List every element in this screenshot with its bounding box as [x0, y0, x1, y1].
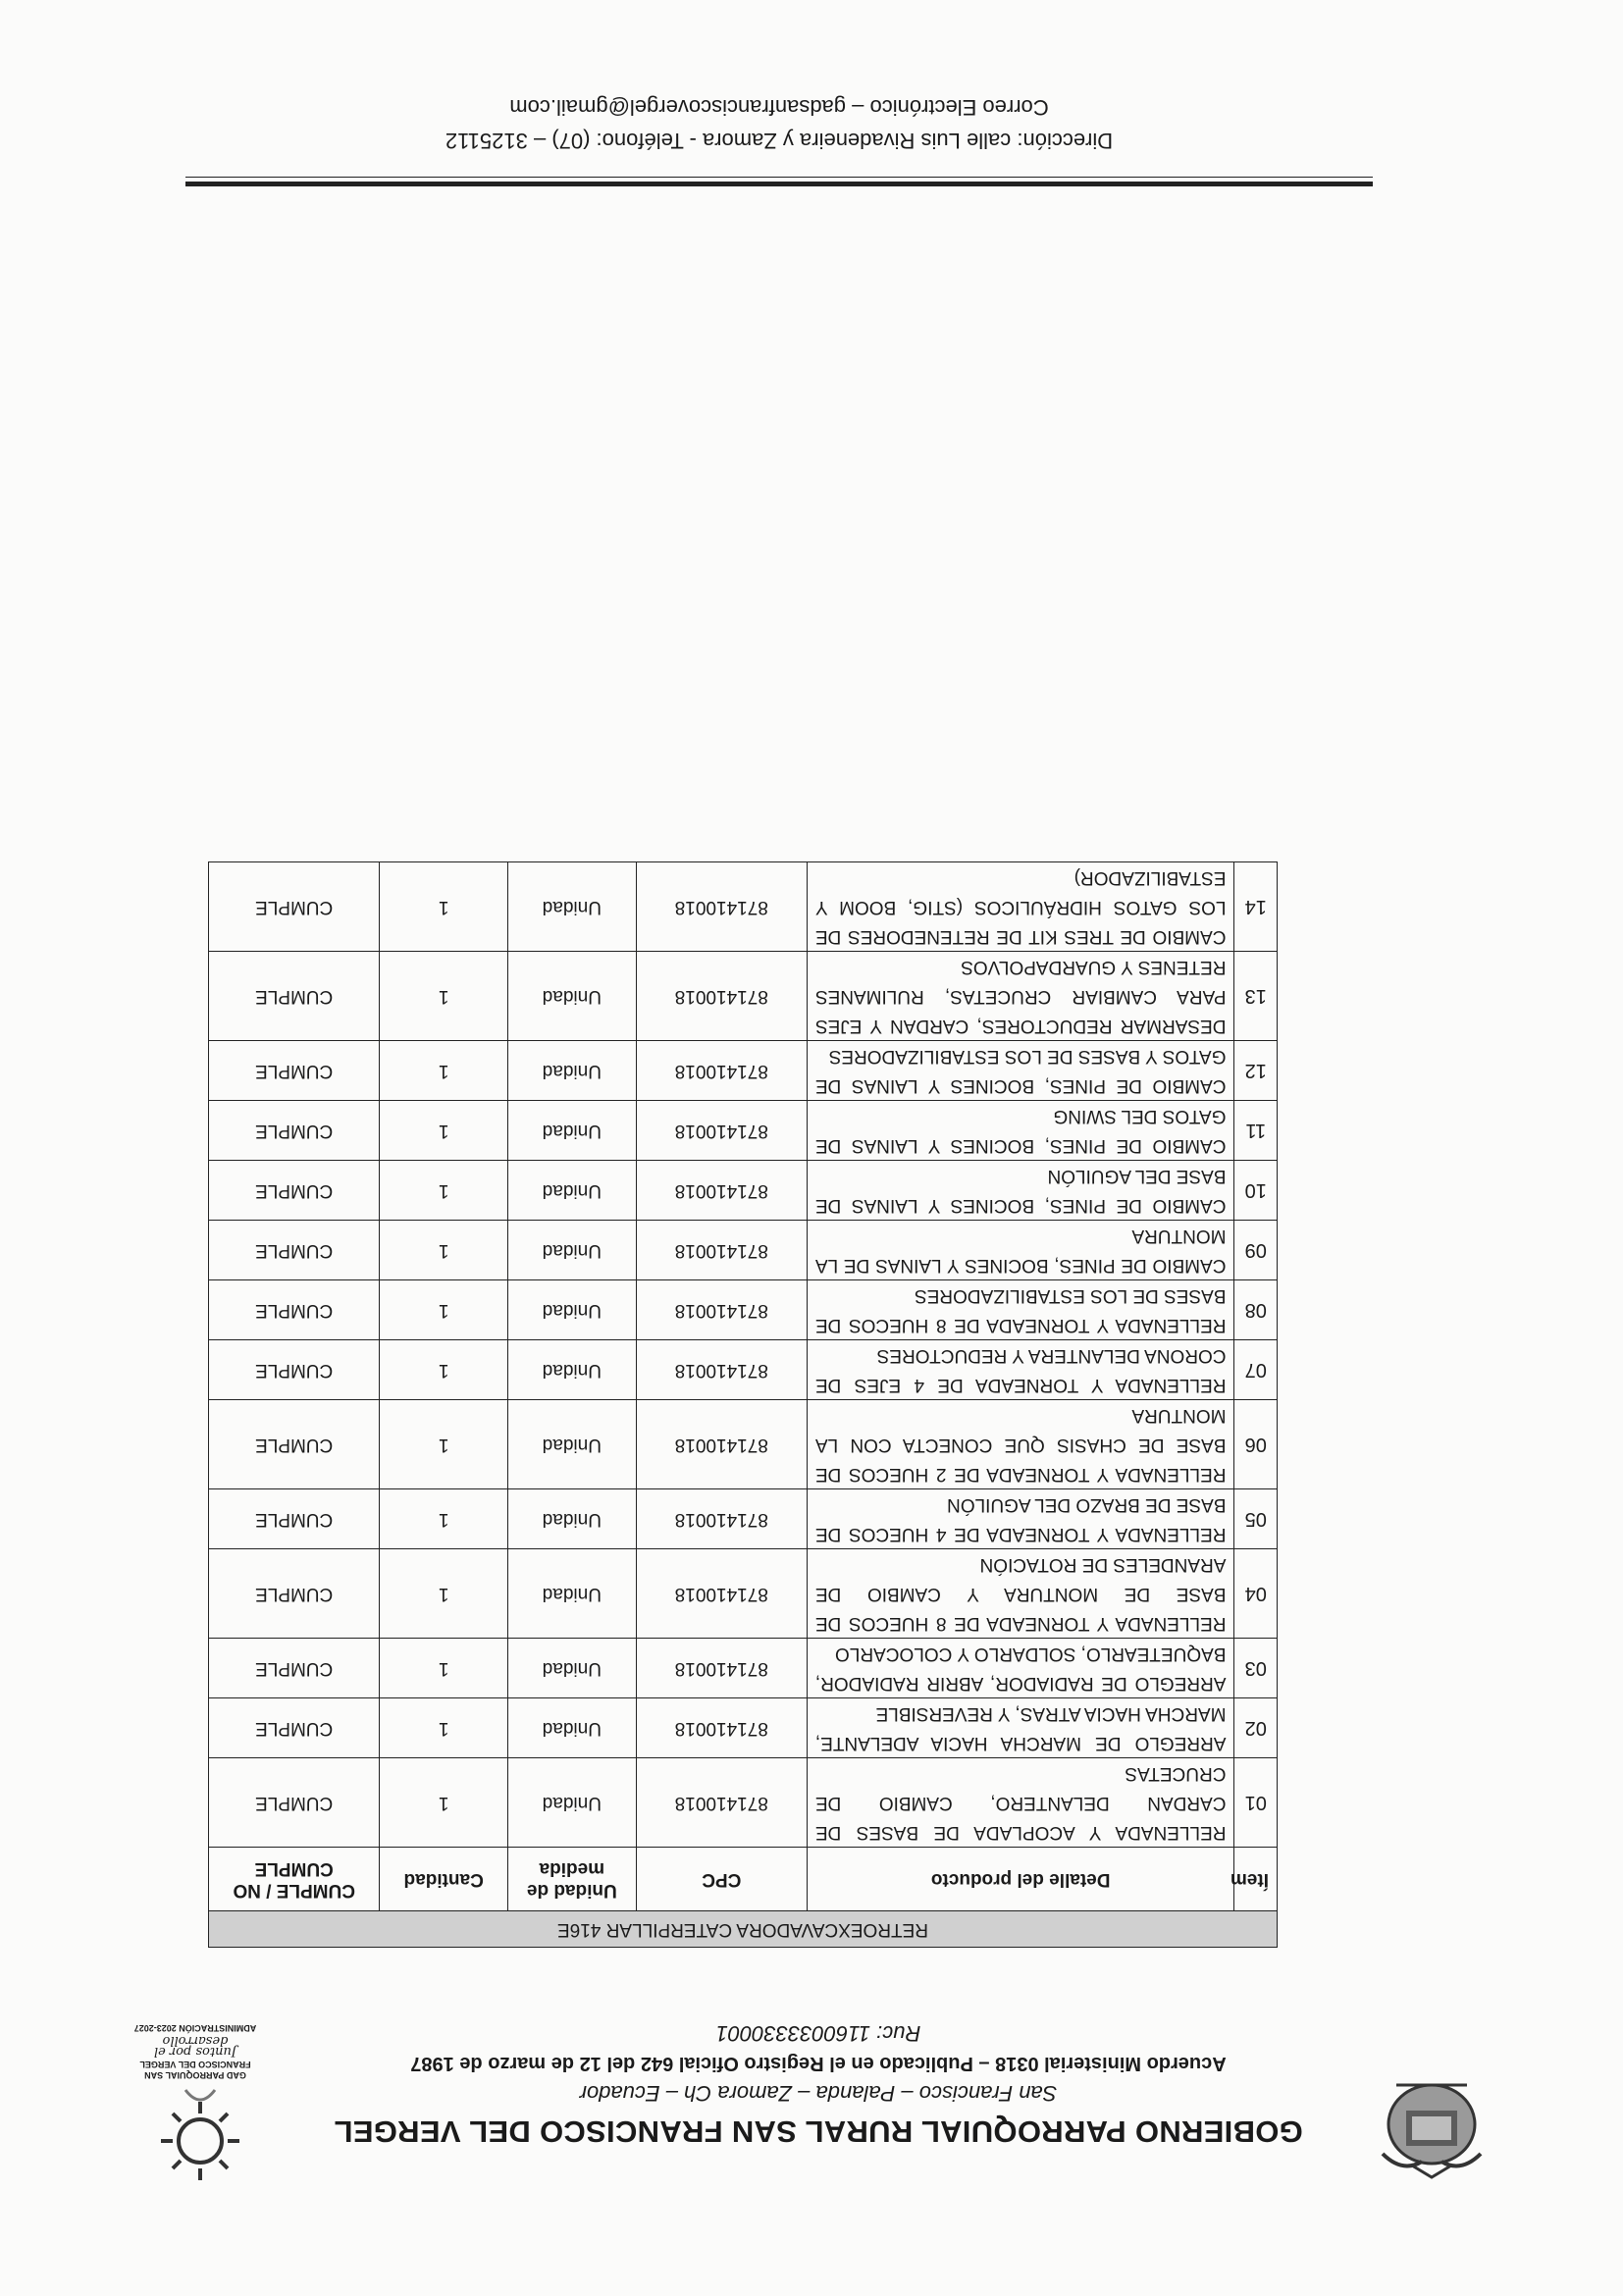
row-quantity: 1 [380, 1549, 508, 1639]
row-detail: CAMBIO DE PINES, BOCINES Y LAINAS DE GATOS DEL SWING [807, 1101, 1234, 1161]
row-item-number: 12 [1234, 1041, 1278, 1101]
row-status: CUMPLE [209, 1161, 380, 1221]
services-table [208, 861, 1278, 1948]
row-unit: Unidad [508, 1489, 637, 1549]
footer-rule-thin [185, 177, 1373, 178]
row-cpc-code: 871410018 [636, 1549, 807, 1639]
row-unit: Unidad [508, 1221, 637, 1280]
table-title-row [209, 1911, 1278, 1948]
row-quantity: 1 [380, 952, 508, 1041]
row-quantity: 1 [380, 1161, 508, 1221]
row-cpc-code: 871410018 [636, 1758, 807, 1848]
row-cpc-code: 871410018 [636, 1698, 807, 1758]
table-row [209, 1639, 1278, 1698]
row-status: CUMPLE [209, 1698, 380, 1758]
row-quantity: 1 [380, 1041, 508, 1101]
row-cpc-code: 871410018 [636, 1221, 807, 1280]
row-quantity: 1 [380, 1489, 508, 1549]
row-quantity: 1 [380, 1758, 508, 1848]
header-cpc: CPC [636, 1848, 807, 1911]
row-cpc-code: 871410018 [636, 1340, 807, 1400]
row-item-number: 03 [1234, 1639, 1278, 1698]
administration-stamp [122, 2022, 269, 2080]
row-quantity: 1 [380, 1101, 508, 1161]
row-detail: CAMBIO DE PINES, BOCINES Y LAINAS DE GATOS Y BASES DE LOS ESTABILIZADORES [807, 1041, 1234, 1101]
row-item-number: 13 [1234, 952, 1278, 1041]
row-status: CUMPLE [209, 1400, 380, 1489]
gad-emblem-logo [146, 2080, 254, 2188]
header-quantity: Cantidad [380, 1848, 508, 1911]
row-detail: CAMBIO DE PINES, BOCINES Y LAINAS DE BASE DEL AGUILÓN [807, 1161, 1234, 1221]
row-unit: Unidad [508, 952, 637, 1041]
table-row [209, 1161, 1278, 1221]
row-detail: ARREGLO DE RADIADOR, ABRIR RADIADOR, BAQUETEARLO, SOLDARLO Y COLOCARLO [807, 1639, 1234, 1698]
header-item: Ítem [1234, 1848, 1278, 1911]
row-item-number: 04 [1234, 1549, 1278, 1639]
table-row [209, 1340, 1278, 1400]
table-row [209, 1758, 1278, 1848]
row-unit: Unidad [508, 1101, 637, 1161]
row-detail: RELLENADA Y TORNEADA DE 2 HUECOS DE BASE DE CHASIS QUE CONECTA CON LA MONTURA [807, 1400, 1234, 1489]
row-item-number: 10 [1234, 1161, 1278, 1221]
row-cpc-code: 871410018 [636, 862, 807, 952]
row-detail: RELLENADA Y TORNEADA DE 4 EJES DE CORONA DELANTERA Y REDUCTORES [807, 1340, 1234, 1400]
row-detail: DESARMAR REDUCTORES, CARDAN Y EJES PARA CAMBIAR CRUCETAS, RULIMANES RETENES Y GUARDAPOLVOS [807, 952, 1234, 1041]
row-cpc-code: 871410018 [636, 1489, 807, 1549]
footer-contact [185, 90, 1373, 157]
row-unit: Unidad [508, 1639, 637, 1698]
table-row [209, 862, 1278, 952]
table-row [209, 1489, 1278, 1549]
table-row [209, 1221, 1278, 1280]
row-status: CUMPLE [209, 1101, 380, 1161]
row-item-number: 08 [1234, 1280, 1278, 1340]
row-unit: Unidad [508, 1698, 637, 1758]
row-unit: Unidad [508, 862, 637, 952]
table-row [209, 1400, 1278, 1489]
row-quantity: 1 [380, 1340, 508, 1400]
row-cpc-code: 871410018 [636, 1280, 807, 1340]
ruc-number: Ruc: 1160033330001 [715, 2021, 921, 2046]
parish-crest-logo [1373, 2075, 1491, 2183]
row-unit: Unidad [508, 1161, 637, 1221]
ministerial-decree: Acuerdo Ministerial 0318 – Publicado en el Registro Oficial 642 del 12 de marzo de 1987 [410, 2053, 1227, 2074]
table-row [209, 1280, 1278, 1340]
footer-address: Dirección: calle Luis Rivadeneira y Zamora - Teléfono: (07) – 3125112 [445, 129, 1114, 153]
row-cpc-code: 871410018 [636, 1041, 807, 1101]
row-detail: CAMBIO DE TRES KIT DE RETENEDORES DE LOS GATOS HIDRÁULICOS (STIG, BOOM Y ESTABILIZADOR) [807, 862, 1234, 952]
table-row [209, 1041, 1278, 1101]
row-status: CUMPLE [209, 1489, 380, 1549]
row-detail: RELLENADA Y TORNEADA DE 4 HUECOS DE BASE DE BRAZO DEL AGUILÓN [807, 1489, 1234, 1549]
row-detail: RELLENADA Y ACOPLADA DE BASES DE CARDAN DELANTERO, CAMBIO DE CRUCETAS [807, 1758, 1234, 1848]
row-item-number: 06 [1234, 1400, 1278, 1489]
row-item-number: 11 [1234, 1101, 1278, 1161]
row-detail: RELLENADA Y TORNEADA DE 8 HUECOS DE BASES DE LOS ESTABILIZADORES [807, 1280, 1234, 1340]
row-cpc-code: 871410018 [636, 1400, 807, 1489]
row-quantity: 1 [380, 1639, 508, 1698]
row-status: CUMPLE [209, 1221, 380, 1280]
row-quantity: 1 [380, 1698, 508, 1758]
row-cpc-code: 871410018 [636, 1101, 807, 1161]
row-unit: Unidad [508, 1280, 637, 1340]
table-row [209, 1101, 1278, 1161]
row-status: CUMPLE [209, 1549, 380, 1639]
table-row [209, 1549, 1278, 1639]
row-status: CUMPLE [209, 952, 380, 1041]
row-quantity: 1 [380, 1400, 508, 1489]
row-status: CUMPLE [209, 1340, 380, 1400]
row-detail: CAMBIO DE PINES, BOCINES Y LAINAS DE LA MONTURA [807, 1221, 1234, 1280]
row-cpc-code: 871410018 [636, 1161, 807, 1221]
row-item-number: 09 [1234, 1221, 1278, 1280]
row-unit: Unidad [508, 1758, 637, 1848]
row-status: CUMPLE [209, 1041, 380, 1101]
table-row [209, 952, 1278, 1041]
organization-name: GOBIERNO PARROQUIAL RURAL SAN FRANCISCO DEL VERGEL [334, 2114, 1303, 2149]
row-unit: Unidad [508, 1340, 637, 1400]
header-unit: Unidad de medida [508, 1848, 637, 1911]
row-cpc-code: 871410018 [636, 1639, 807, 1698]
row-unit: Unidad [508, 1549, 637, 1639]
row-detail: ARREGLO DE MARCHA HACIA ADELANTE, MARCHA HACIA ATRAS, Y REVERSIBLE [807, 1698, 1234, 1758]
row-quantity: 1 [380, 862, 508, 952]
row-unit: Unidad [508, 1400, 637, 1489]
table-title: RETROEXCAVADORA CATERPILLAR 416E [209, 1911, 1278, 1948]
row-item-number: 14 [1234, 862, 1278, 952]
row-status: CUMPLE [209, 1280, 380, 1340]
letterhead [0, 1913, 1623, 2296]
stamp-bottom-text: ADMINISTRACIÓN 2023-2027 [133, 2023, 257, 2033]
row-item-number: 01 [1234, 1758, 1278, 1848]
table-row [209, 1698, 1278, 1758]
header-status: CUMPLE / NO CUMPLE [209, 1848, 380, 1911]
row-quantity: 1 [380, 1221, 508, 1280]
row-item-number: 07 [1234, 1340, 1278, 1400]
row-status: CUMPLE [209, 1639, 380, 1698]
stamp-top-text: GAD PARROQUIAL SAN FRANCISCO DEL VERGEL [139, 2060, 251, 2080]
header-detail: Detalle del producto [807, 1848, 1234, 1911]
organization-location: San Francisco – Palanda – Zamora Ch – Ecuador [579, 2081, 1058, 2106]
organization-block [279, 2020, 1358, 2149]
row-quantity: 1 [380, 1280, 508, 1340]
row-unit: Unidad [508, 1041, 637, 1101]
footer-rule-thick [185, 182, 1373, 186]
table-header-row [209, 1848, 1278, 1911]
footer-email: Correo Electrónico – gadsanfranciscovergel@gmail.com [509, 95, 1049, 120]
row-detail: RELLENADA Y TORNEADA DE 8 HUECOS DE BASE DE MONTURA Y CAMBIO DE ARANDELES DE ROTACIÓN [807, 1549, 1234, 1639]
row-status: CUMPLE [209, 862, 380, 952]
row-item-number: 05 [1234, 1489, 1278, 1549]
stamp-signature: Juntos por el desarrollo [153, 2033, 237, 2059]
row-cpc-code: 871410018 [636, 952, 807, 1041]
row-status: CUMPLE [209, 1758, 380, 1848]
row-item-number: 02 [1234, 1698, 1278, 1758]
